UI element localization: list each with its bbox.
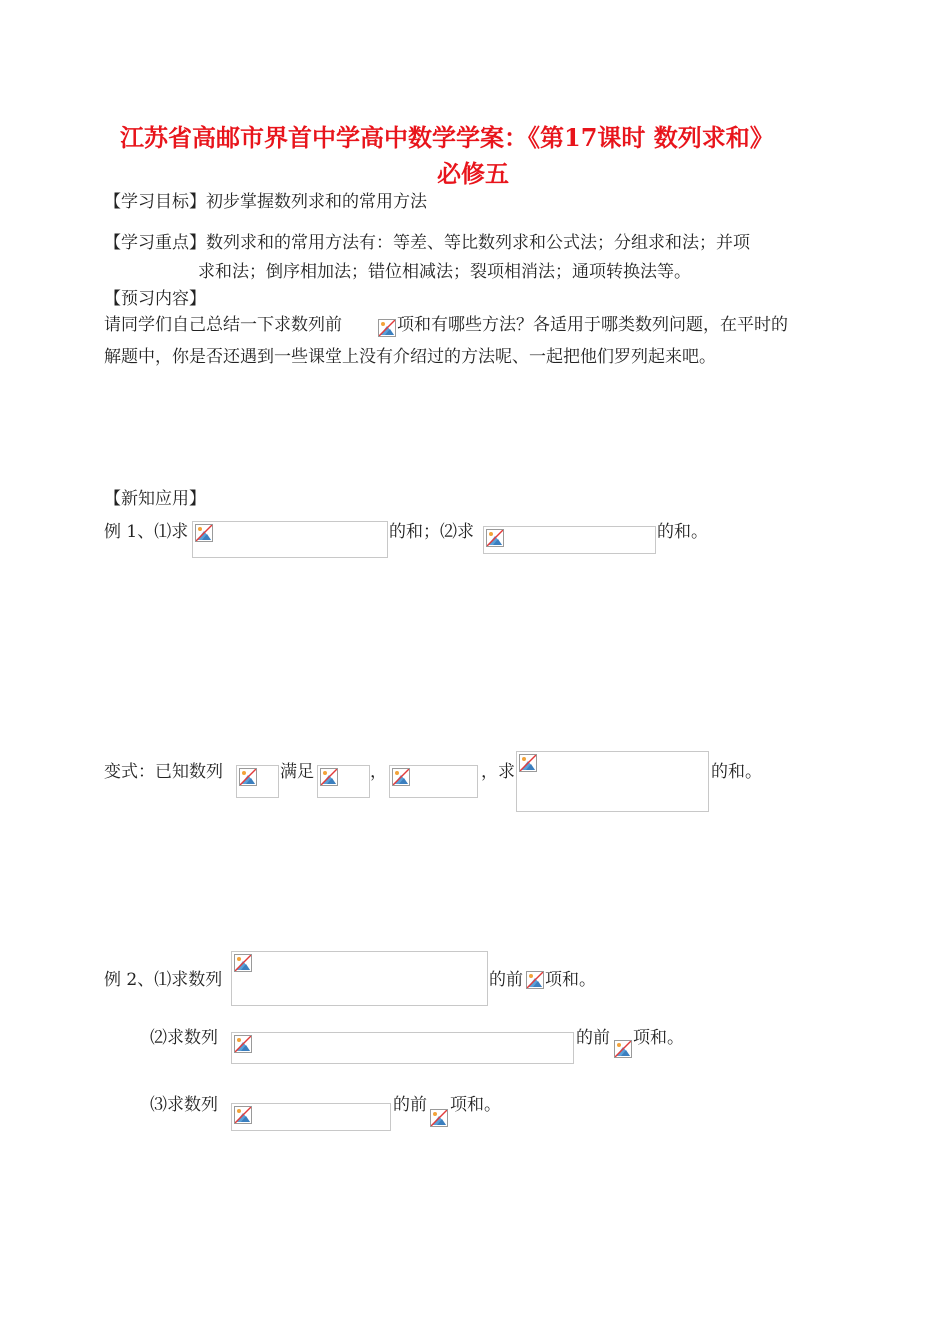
example2-p2-prefix: ⑵求数列 xyxy=(150,1028,218,1048)
focus-label: 【学习重点】 xyxy=(104,233,206,253)
broken-image-icon xyxy=(195,524,213,542)
preview-label: 【预习内容】 xyxy=(104,289,206,309)
page-title: 江苏省高邮市界首中学高中数学学案：《第17课时 数列求和》 xyxy=(120,123,774,152)
broken-image-icon xyxy=(486,529,504,547)
example1-mid: 的和；⑵求 xyxy=(389,522,474,542)
broken-image-icon xyxy=(234,1035,252,1053)
example2-p2-suffix: 项和。 xyxy=(633,1028,684,1048)
formula-image xyxy=(231,1032,574,1064)
broken-image-icon xyxy=(519,754,537,772)
broken-image-icon xyxy=(378,319,396,337)
formula-image xyxy=(516,751,709,812)
example2-p3-mid: 的前 xyxy=(393,1095,427,1115)
goal-text: 初步掌握数列求和的常用方法 xyxy=(206,192,427,212)
preview-line-2: 解题中，你是否还遇到一些课堂上没有介绍过的方法呢、一起把他们罗列起来吧。 xyxy=(104,347,716,367)
example2-p1-mid: 的前 xyxy=(489,970,523,990)
formula-image xyxy=(192,521,388,558)
example2-p1-prefix: 例 2、⑴求数列 xyxy=(104,970,223,990)
example1-suffix: 的和。 xyxy=(657,522,708,542)
broken-image-icon xyxy=(430,1109,448,1127)
example1-prefix: 例 1、⑴求 xyxy=(104,522,189,542)
example2-p3-prefix: ⑶求数列 xyxy=(150,1095,218,1115)
formula-image xyxy=(231,1103,391,1131)
focus-text-1: 数列求和的常用方法有：等差、等比数列求和公式法；分组求和法；并项 xyxy=(206,233,750,253)
preview-line-1a: 请同学们自己总结一下求数列前 xyxy=(104,315,342,335)
broken-image-icon xyxy=(392,768,410,786)
goal-label: 【学习目标】 xyxy=(104,192,206,212)
variant-satisfy: 满足 xyxy=(280,762,314,782)
focus-text-2: 求和法；倒序相加法；错位相减法；裂项相消法；通项转换法等。 xyxy=(198,262,691,282)
variant-comma-1: ， xyxy=(370,762,387,782)
focus-section xyxy=(104,233,750,253)
variant-comma-2: ，求 xyxy=(481,762,515,782)
variant-prefix: 变式：已知数列 xyxy=(104,762,223,782)
broken-image-icon xyxy=(239,768,257,786)
formula-image xyxy=(231,951,488,1006)
example2-p2-mid: 的前 xyxy=(576,1028,610,1048)
broken-image-icon xyxy=(234,1106,252,1124)
broken-image-icon xyxy=(614,1040,632,1058)
page-subtitle: 必修五 xyxy=(437,159,509,188)
broken-image-icon xyxy=(320,768,338,786)
example2-p3-suffix: 项和。 xyxy=(450,1095,501,1115)
example2-p1-suffix: 项和。 xyxy=(545,970,596,990)
broken-image-icon xyxy=(526,971,544,989)
variant-suffix: 的和。 xyxy=(711,762,762,782)
goal-section xyxy=(104,192,427,212)
broken-image-icon xyxy=(234,954,252,972)
preview-line-1b: 项和有哪些方法？各适用于哪类数列问题，在平时的 xyxy=(397,315,788,335)
formula-image xyxy=(483,526,656,554)
application-label: 【新知应用】 xyxy=(104,489,206,509)
